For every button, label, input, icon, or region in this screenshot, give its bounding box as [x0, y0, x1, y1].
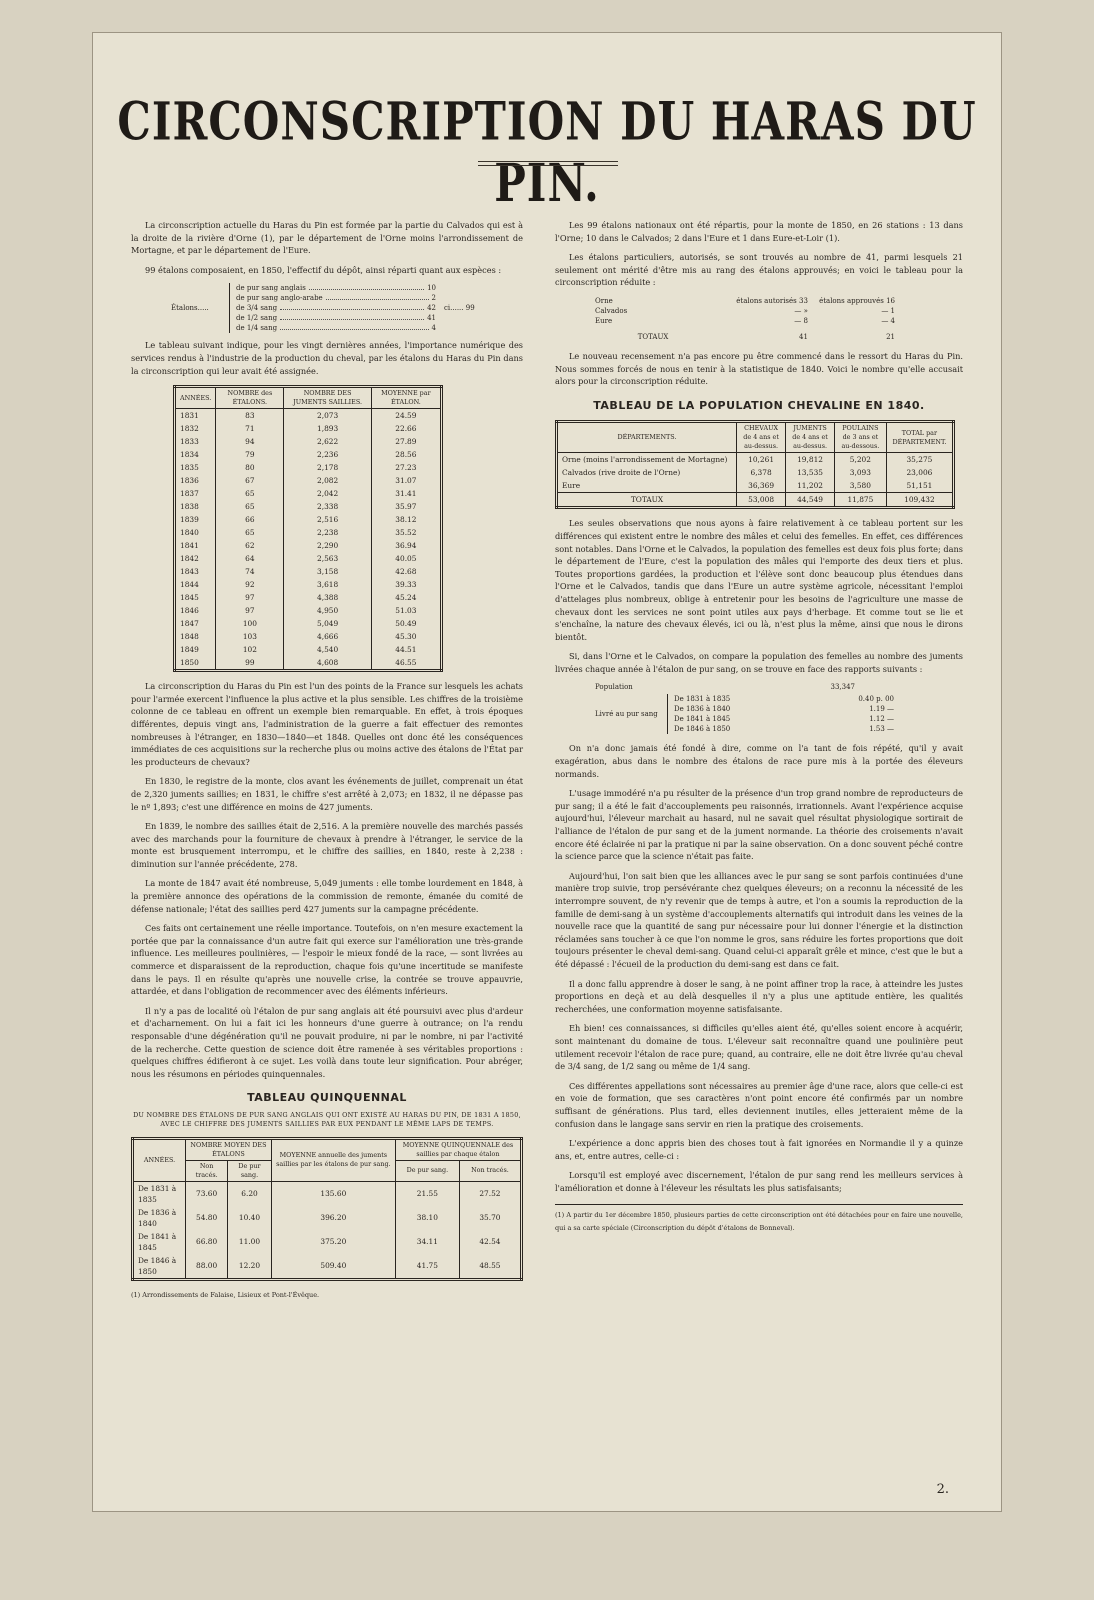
row-label: 1850 — [180, 658, 199, 668]
list-item: De 1841 à 1845 1.12 — — [674, 715, 894, 724]
paragraph: Les étalons particuliers, autorisés, se sont trouvés au nombre de 41, parmi lesquels 21 seulement ont mérité d'être mis au rang des étalons approuvés; en voici le tableau pour la circonscription réduite : — [555, 252, 963, 288]
table-cell: 23,006 — [886, 466, 953, 479]
paragraph: Le tableau suivant indique, pour les vingt dernières années, l'importance numérique des services rendus à l'industrie de la production du cheval, par les étalons du Haras du Pin dans la circonscription qui leur avait été assignée. — [131, 340, 523, 376]
list-total: TOTAUX 41 21 — [637, 332, 895, 341]
table-cell: 50.49 — [371, 617, 441, 630]
paragraph: On n'a donc jamais été fondé à dire, comme on l'a tant de fois répété, qu'il y avait exagération, abus dans le nombre des étalons de race pure mis à la portée des éleveurs normands. — [555, 743, 963, 779]
ratio-label: Livré au pur sang — [595, 710, 658, 719]
table-cell: 45.24 — [371, 591, 441, 604]
table-cell: 109,432 — [886, 493, 953, 508]
row-label: 1832 — [180, 424, 199, 434]
col-header: DÉPARTEMENTS. — [557, 422, 737, 453]
table-cell: 97 — [216, 591, 284, 604]
col-header: Non tracés. — [459, 1160, 521, 1181]
list-item: De 1831 à 1835 0.40 p. 00 — [674, 695, 894, 704]
population-table — [555, 420, 955, 509]
table-cell: 6.20 — [228, 1181, 272, 1206]
total-row — [557, 493, 954, 508]
page-number: 2. — [936, 1482, 949, 1497]
row-label: Eure — [562, 481, 581, 491]
row-label: 1838 — [180, 502, 199, 512]
table-cell: 19,812 — [786, 453, 835, 467]
table-cell: 1,893 — [284, 422, 371, 435]
table-row — [175, 435, 442, 448]
table-row — [557, 466, 954, 479]
row-label: Orne (moins l'arrondissement de Mortagne) — [562, 455, 728, 465]
row-label: 1844 — [180, 580, 199, 590]
table-cell: 2,563 — [284, 552, 371, 565]
paragraph: 99 étalons composaient, en 1850, l'effectif du dépôt, ainsi réparti quant aux espèces : — [145, 264, 502, 275]
species-list — [171, 283, 523, 333]
col-header: MOYENNE par ÉTALON. — [371, 387, 441, 409]
row-label: 1835 — [180, 463, 199, 473]
row-label: 1846 — [180, 606, 199, 616]
table-cell: 38.10 — [395, 1206, 459, 1230]
table-cell: 71 — [216, 422, 284, 435]
table-cell: 4,388 — [284, 591, 371, 604]
paragraph: Le nouveau recensement n'a pas encore pu être commencé dans le ressort du Haras du Pin. Nous sommes forcés de nous en tenir à la statistique de 1840. Voici le nombre qu'elle accusait alors pour la circonscription réduite. — [555, 350, 963, 387]
table-cell: 2,290 — [284, 539, 371, 552]
table-cell: 103 — [216, 630, 284, 643]
left-column — [131, 219, 523, 1302]
species-item: de 3/4 sang 42 — [236, 304, 436, 313]
table-row — [175, 578, 442, 591]
table-cell: 13,535 — [786, 466, 835, 479]
col-header: NOMBRE DES JUMENTS SAILLIES. — [284, 387, 371, 409]
table-cell: 38.12 — [371, 513, 441, 526]
table-cell: 5,202 — [834, 453, 886, 467]
row-label: 1837 — [180, 489, 199, 499]
table-cell: 48.55 — [459, 1254, 521, 1280]
table-cell: 97 — [216, 604, 284, 617]
table-cell: 62 — [216, 539, 284, 552]
row-label: 1841 — [180, 541, 199, 551]
table-cell: 46.55 — [371, 656, 441, 671]
table-cell: 11.00 — [228, 1230, 272, 1254]
table-cell: 74 — [216, 565, 284, 578]
table-cell: 2,516 — [284, 513, 371, 526]
table-cell: 2,082 — [284, 474, 371, 487]
table-row — [175, 448, 442, 461]
row-label: 1845 — [180, 593, 199, 603]
table-cell: 100 — [216, 617, 284, 630]
table-cell: 2,238 — [284, 526, 371, 539]
paragraph: En 1839, le nombre des saillies était de 2,516. A la première nouvelle des marchés passés avec des marchands pour la fourniture de chevaux à prendre à l'étranger, le service de la monte est brusquement interrompu, et le chiffre des saillies, en 1840, reste à 2,238 : diminution sur l'année précédente, 278. — [131, 821, 523, 869]
row-label: 1840 — [180, 528, 199, 538]
table-cell: 10.40 — [228, 1206, 272, 1230]
quinquennial-title: TABLEAU QUINQUENNAL — [247, 1091, 407, 1105]
table-cell: 27.89 — [371, 435, 441, 448]
row-label: 1849 — [180, 645, 199, 655]
table-cell: 80 — [216, 461, 284, 474]
species-label: Étalons..... — [171, 304, 209, 313]
table-cell: 11,202 — [786, 479, 835, 493]
table-row — [175, 526, 442, 539]
table-cell: 31.41 — [371, 487, 441, 500]
list-item: De 1846 à 1850 1.53 — — [674, 725, 894, 734]
paragraph: Il n'y a pas de localité où l'étalon de pur sang anglais ait été poursuivi avec plus d'ardeur et d'acharnement. On lui a fait ici les honneurs d'une guerre à outrance; on l'a rendu responsable d'une dégénération qu'il ne pouvait produire, ni par le nombre, ni par l'activité de la recherche. Cette question de science doit être ramenée à ses véritables proportions : quelques chiffres édifieront à ce sujet. Les voilà dans toute leur signification. Pour abréger, nous les résumons en périodes quinquennales. — [131, 1005, 523, 1079]
row-label: 1836 — [180, 476, 199, 486]
table-row — [175, 591, 442, 604]
row-label: De 1836 à 1840 — [138, 1207, 177, 1228]
table-cell: 92 — [216, 578, 284, 591]
table-row — [175, 604, 442, 617]
yearly-stallion-table — [173, 385, 443, 672]
population-table-title: TABLEAU DE LA POPULATION CHEVALINE EN 1840. — [593, 398, 925, 412]
table-cell: 11,875 — [834, 493, 886, 508]
table-cell: 51,151 — [886, 479, 953, 493]
table-cell: 2,042 — [284, 487, 371, 500]
col-header: De pur sang. — [395, 1160, 459, 1181]
table-cell: 44,549 — [786, 493, 835, 508]
table-row — [557, 479, 954, 493]
ratio-list — [595, 682, 963, 734]
table-row — [175, 500, 442, 513]
table-cell: 375.20 — [271, 1230, 395, 1254]
table-row — [133, 1181, 522, 1206]
table-cell: 73.60 — [186, 1181, 228, 1206]
table-cell: 65 — [216, 526, 284, 539]
table-cell: 10,261 — [737, 453, 786, 467]
list-item: Calvados — » — 1 — [595, 306, 895, 315]
col-header: MOYENNE annuelle des juments saillies par les étalons de pur sang. — [271, 1138, 395, 1181]
table-cell: 2,622 — [284, 435, 371, 448]
table-cell: 79 — [216, 448, 284, 461]
table-row — [175, 630, 442, 643]
paragraph: Si, dans l'Orne et le Calvados, on compare la population des femelles au nombre des juments livrées chaque année à l'étalon de pur sang, on se trouve en face des rapports suivants : — [555, 651, 963, 674]
paragraph: La monte de 1847 avait été nombreuse, 5,049 juments : elle tombe lourdement en 1848, à la première annonce des opérations de la commission de remonte, émanée du comité de défense nationale; l'état des saillies perd 427 juments sur la campagne précédente. — [131, 878, 523, 914]
table-cell: 4,608 — [284, 656, 371, 671]
species-item: de 1/4 sang 4 — [236, 324, 436, 333]
col-header: ANNÉES. — [175, 387, 216, 409]
col-group-header: NOMBRE MOYEN DES ÉTALONS — [186, 1138, 272, 1160]
table-row — [175, 656, 442, 671]
authorized-stallions-list — [595, 296, 963, 342]
list-item: Eure — 8 — 4 — [595, 316, 895, 325]
row-label: De 1846 à 1850 — [138, 1255, 177, 1276]
table-cell: 22.66 — [371, 422, 441, 435]
table-cell: 2,236 — [284, 448, 371, 461]
table-body — [175, 409, 442, 671]
paragraph: Les seules observations que nous ayons à faire relativement à ce tableau portent sur les différences qui existent entre le nombre des mâles et celui des femelles. En effet, ces différences sont notables. Dans l'Orne et le Calvados, la population des femelles est deux fois plus forte; dans le département de l'Eure, c'est la population des mâles qui l'emporte des deux tiers et plus. Toutes proportions gardées, la production et l'élève sont donc beaucoup plus étendues dans l'Orne et le Calvados, tandis que dans l'Eure un autre système agricole, nécessitant l'emploi d'attelages plus nombreux, oblige à entretenir pour les besoins de l'agriculture une masse de chevaux dont les services ne sont point utiles aux pays d'herbage. Et comme tout se lie et s'enchaîne, la nature des chevaux élevés, ici ou là, n'est plus la même, ainsi que nous le dirons bientôt. — [555, 518, 963, 642]
table-cell: 6,378 — [737, 466, 786, 479]
col-header: De pur sang. — [228, 1160, 272, 1181]
table-cell: 35.52 — [371, 526, 441, 539]
table-cell: 4,540 — [284, 643, 371, 656]
row-label: 1842 — [180, 554, 199, 564]
row-label: 1834 — [180, 450, 199, 460]
table-cell: 3,618 — [284, 578, 371, 591]
table-cell: 4,950 — [284, 604, 371, 617]
paragraph: Lorsqu'il est employé avec discernement, l'étalon de pur sang rend les meilleurs services à l'amélioration et donne à l'éleveur les résultats les plus satisfaisants; — [555, 1170, 963, 1193]
table-cell: 42.68 — [371, 565, 441, 578]
paragraph: Les 99 étalons nationaux ont été répartis, pour la monte de 1850, en 26 stations : 13 dans l'Orne; 10 dans le Calvados; 2 dans l'Eure et 1 dans Eure-et-Loir (1). — [555, 220, 963, 243]
row-label: 1847 — [180, 619, 199, 629]
table-cell: 509.40 — [271, 1254, 395, 1280]
row-label: 1833 — [180, 437, 199, 447]
table-cell: 5,049 — [284, 617, 371, 630]
table-cell: 35.97 — [371, 500, 441, 513]
table-row — [175, 474, 442, 487]
table-cell: 36,369 — [737, 479, 786, 493]
table-cell: 42.54 — [459, 1230, 521, 1254]
table-body — [557, 453, 954, 508]
col-header: ANNÉES. — [133, 1138, 186, 1181]
row-label: De 1841 à 1845 — [138, 1231, 177, 1252]
row-label: 1839 — [180, 515, 199, 525]
paragraph: La circonscription actuelle du Haras du Pin est formée par la partie du Calvados qui est à la droite de la rivière d'Orne (1), par le département de l'Orne moins l'arrondissement de Mortagne, et par le département de l'Eure. — [131, 220, 523, 256]
table-cell: 83 — [216, 409, 284, 423]
col-header: POULAINS de 3 ans et au-dessous. — [834, 422, 886, 453]
table-cell: 65 — [216, 487, 284, 500]
table-cell: 135.60 — [271, 1181, 395, 1206]
table-cell: 54.80 — [186, 1206, 228, 1230]
col-header: JUMENTS de 4 ans et au-dessus. — [786, 422, 835, 453]
table-row — [557, 453, 954, 467]
table-cell: 2,073 — [284, 409, 371, 423]
paragraph: Il a donc fallu apprendre à doser le sang, à ne point affiner trop la race, à atteindre les justes proportions en deçà et au delà desquelles il n'y a plus une aptitude entière, les qualités recherchées, une conformation moyenne satisfaisante. — [555, 978, 963, 1014]
table-cell: 65 — [216, 500, 284, 513]
row-label: Calvados (rive droite de l'Orne) — [562, 468, 681, 478]
species-items — [229, 283, 436, 333]
table-row — [175, 552, 442, 565]
list-item: Orne étalons autorisés 33 étalons approuvés 16 — [595, 296, 895, 305]
table-cell: 34.11 — [395, 1230, 459, 1254]
list-item: Population 33,347 — [595, 683, 855, 692]
table-cell: 64 — [216, 552, 284, 565]
row-label: 1843 — [180, 567, 199, 577]
table-cell: 35.70 — [459, 1206, 521, 1230]
ratio-block — [595, 694, 963, 734]
table-row — [175, 461, 442, 474]
row-label: 1848 — [180, 632, 199, 642]
table-cell: 24.59 — [371, 409, 441, 423]
paragraph: En 1830, le registre de la monte, clos avant les événements de juillet, comprenait un état de 2,320 juments saillies; en 1831, le chiffre s'est arrêté à 2,073; en 1832, il ne dépasse pas le nº 1,893; c'est une différence en moins de 427 juments. — [131, 776, 523, 812]
paragraph: Aujourd'hui, l'on sait bien que les alliances avec le pur sang se sont parfois continuées d'une manière trop suivie, trop persévérante chez quelques éleveurs; on a reconnu la nécessité de les interrompre souvent, de n'y revenir que de temps à autre, et l'on a soumis la reproduction de la famille de demi-sang à un système d'accouplements alternatifs qui introduit dans les veines de la nouvelle race que la quantité de sang pur nécessaire pour lui donner l'énergie et la distinction réclamées sans toucher à ce que l'on nomme le gros, sans réduire les fortes proportions que doit toujours présenter le cheval demi-sang. Quand celui-ci apparaît grêle et mince, c'est que le but a été dépassé : l'écueil de la production du demi-sang est dans ce fait. — [555, 870, 963, 969]
row-label: 1831 — [180, 411, 199, 421]
quinquennial-caption: DU NOMBRE DES ÉTALONS DE PUR SANG ANGLAIS QUI ONT EXISTÉ AU HARAS DU PIN, DE 1831 A 1850, AVEC LE CHIFFRE DES JUMENTS SAILLIES PAR EUX PENDANT LE MÊME LAPS DE TEMPS. — [133, 1110, 521, 1128]
table-body — [133, 1181, 522, 1279]
table-cell: 67 — [216, 474, 284, 487]
table-row — [175, 539, 442, 552]
table-row — [175, 565, 442, 578]
table-cell: 88.00 — [186, 1254, 228, 1280]
table-cell: 45.30 — [371, 630, 441, 643]
col-header: TOTAL par DÉPARTEMENT. — [886, 422, 953, 453]
table-cell: 39.33 — [371, 578, 441, 591]
title-rule — [478, 161, 618, 166]
table-cell: 36.94 — [371, 539, 441, 552]
paragraph: La circonscription du Haras du Pin est l'un des points de la France sur lesquels les achats pour l'armée exercent l'influence la plus active et la plus sensible. Les chiffres de la troisième colonne de ce tableau en offrent un exemple bien remarquable. En effet, à trois époques différentes, depuis vingt ans, l'administration de la guerre a fait effectuer des remontes nombreuses à l'étranger, en 1830—1840—et 1848. Quelles ont donc été les conséquences immédiates de ces acquisitions sur la recherche plus ou moins active des étalons de l'État par les producteurs de chevaux? — [131, 681, 523, 767]
col-header: NOMBRE des ÉTALONS. — [216, 387, 284, 409]
ratio-items — [667, 694, 894, 734]
table-cell: 28.56 — [371, 448, 441, 461]
col-group-header: MOYENNE QUINQUENNALE des saillies par chaque étalon — [395, 1138, 521, 1160]
paragraph: L'usage immodéré n'a pu résulter de la présence d'un trop grand nombre de reproducteurs de pur sang; il a été le fait d'accouplements peu raisonnés, irrationnels. Avant l'expérience acquise aujourd'hui, l'éleveur marchait au hasard, nul ne savait quel résultat physiologique sortirait de l'alliance de l'étalon de pur sang et de la jument normande. La théorie des croisements n'avait encore été éclairée ni par la pratique ni par la saine observation. On a donc souvent péché contre la science parce que la science n'était pas faite. — [555, 788, 963, 862]
species-item: de 1/2 sang 41 — [236, 314, 436, 323]
table-cell: 35,275 — [886, 453, 953, 467]
list-item: De 1836 à 1840 1.19 — — [674, 705, 894, 714]
table-cell: 3,158 — [284, 565, 371, 578]
table-row — [175, 643, 442, 656]
paragraph: Ces faits ont certainement une réelle importance. Toutefois, on n'en mesure exactement la portée que par la connaissance d'un autre fait qui exerce sur l'amélioration une très-grande influence. Les meilleures poulinières, — l'espoir le mieux fondé de la race, — sont livrées au commerce et disparaissent de la reproduction, chaque fois qu'une incertitude se manifeste dans le pays. Il en résulte qu'après une nouvelle crise, la contrée se trouve appauvrie, attardée, et dans l'obligation de recommencer avec des éléments inférieurs. — [131, 923, 523, 997]
table-row — [175, 422, 442, 435]
table-cell: 31.07 — [371, 474, 441, 487]
page-sheet — [92, 32, 1002, 1512]
table-cell: 3,580 — [834, 479, 886, 493]
table-cell: TOTAUX — [630, 495, 664, 505]
row-label: De 1831 à 1835 — [138, 1183, 177, 1204]
footnote: (1) A partir du 1er décembre 1850, plusieurs parties de cette circonscription ont été détachées pour en faire une nouvelle, qui a sa carte spéciale (Circonscription du dépôt d'étalons de Bonneval). — [555, 1204, 963, 1234]
table-row — [175, 487, 442, 500]
page-title: CIRCONSCRIPTION DU HARAS DU PIN. — [117, 90, 977, 214]
table-cell: 51.03 — [371, 604, 441, 617]
table-row — [175, 513, 442, 526]
table-row — [175, 617, 442, 630]
right-column — [555, 219, 963, 1235]
col-header: CHEVAUX de 4 ans et au-dessus. — [737, 422, 786, 453]
table-cell: 99 — [216, 656, 284, 671]
table-cell: 53,008 — [737, 493, 786, 508]
table-row — [133, 1254, 522, 1280]
table-cell: 396.20 — [271, 1206, 395, 1230]
table-cell: 2,178 — [284, 461, 371, 474]
table-cell: 27.23 — [371, 461, 441, 474]
table-row — [133, 1230, 522, 1254]
paragraph: Eh bien! ces connaissances, si difficiles qu'elles aient été, qu'elles soient encore à acquérir, sont maintenant du domaine de tous. L'éleveur sait reconnaître quand une poulinière peut utilement recevoir l'étalon de race pure; quand, au contraire, elle ne doit être livrée qu'au cheval de 3/4 sang, de 1/2 sang ou même de 1/4 sang. — [555, 1023, 963, 1072]
table-cell: 102 — [216, 643, 284, 656]
table-cell: 21.55 — [395, 1181, 459, 1206]
table-cell: 66 — [216, 513, 284, 526]
table-cell: 66.80 — [186, 1230, 228, 1254]
paragraph: L'expérience a donc appris bien des choses tout à fait ignorées en Normandie il y a quinze ans, et, entre autres, celle-ci : — [555, 1138, 963, 1161]
table-cell: 4,666 — [284, 630, 371, 643]
species-item: de pur sang anglais 10 — [236, 284, 436, 293]
table-cell: 94 — [216, 435, 284, 448]
table-row — [133, 1206, 522, 1230]
table-cell: 12.20 — [228, 1254, 272, 1280]
species-total: ci...... 99 — [444, 304, 475, 313]
paragraph: Ces différentes appellations sont nécessaires au premier âge d'une race, alors que celle-ci est en voie de formation, que ses caractères n'ont point encore été confirmés par un nombre suffisant de générations. Plus tard, elles deviennent inutiles, elles jetteraient même de la confusion dans le langage sans servir en rien la pratique des croisements. — [555, 1080, 963, 1129]
table-cell: 41.75 — [395, 1254, 459, 1280]
table-cell: 3,093 — [834, 466, 886, 479]
table-cell: 27.52 — [459, 1181, 521, 1206]
quinquennial-table — [131, 1137, 523, 1281]
species-item: de pur sang anglo-arabe 2 — [236, 294, 436, 303]
table-cell: 40.05 — [371, 552, 441, 565]
col-header: Non tracés. — [186, 1160, 228, 1181]
table-row — [175, 409, 442, 423]
table-cell: 44.51 — [371, 643, 441, 656]
footnote: (1) Arrondissements de Falaise, Lisieux et Pont-l'Évêque. — [131, 1290, 320, 1299]
table-cell: 2,338 — [284, 500, 371, 513]
